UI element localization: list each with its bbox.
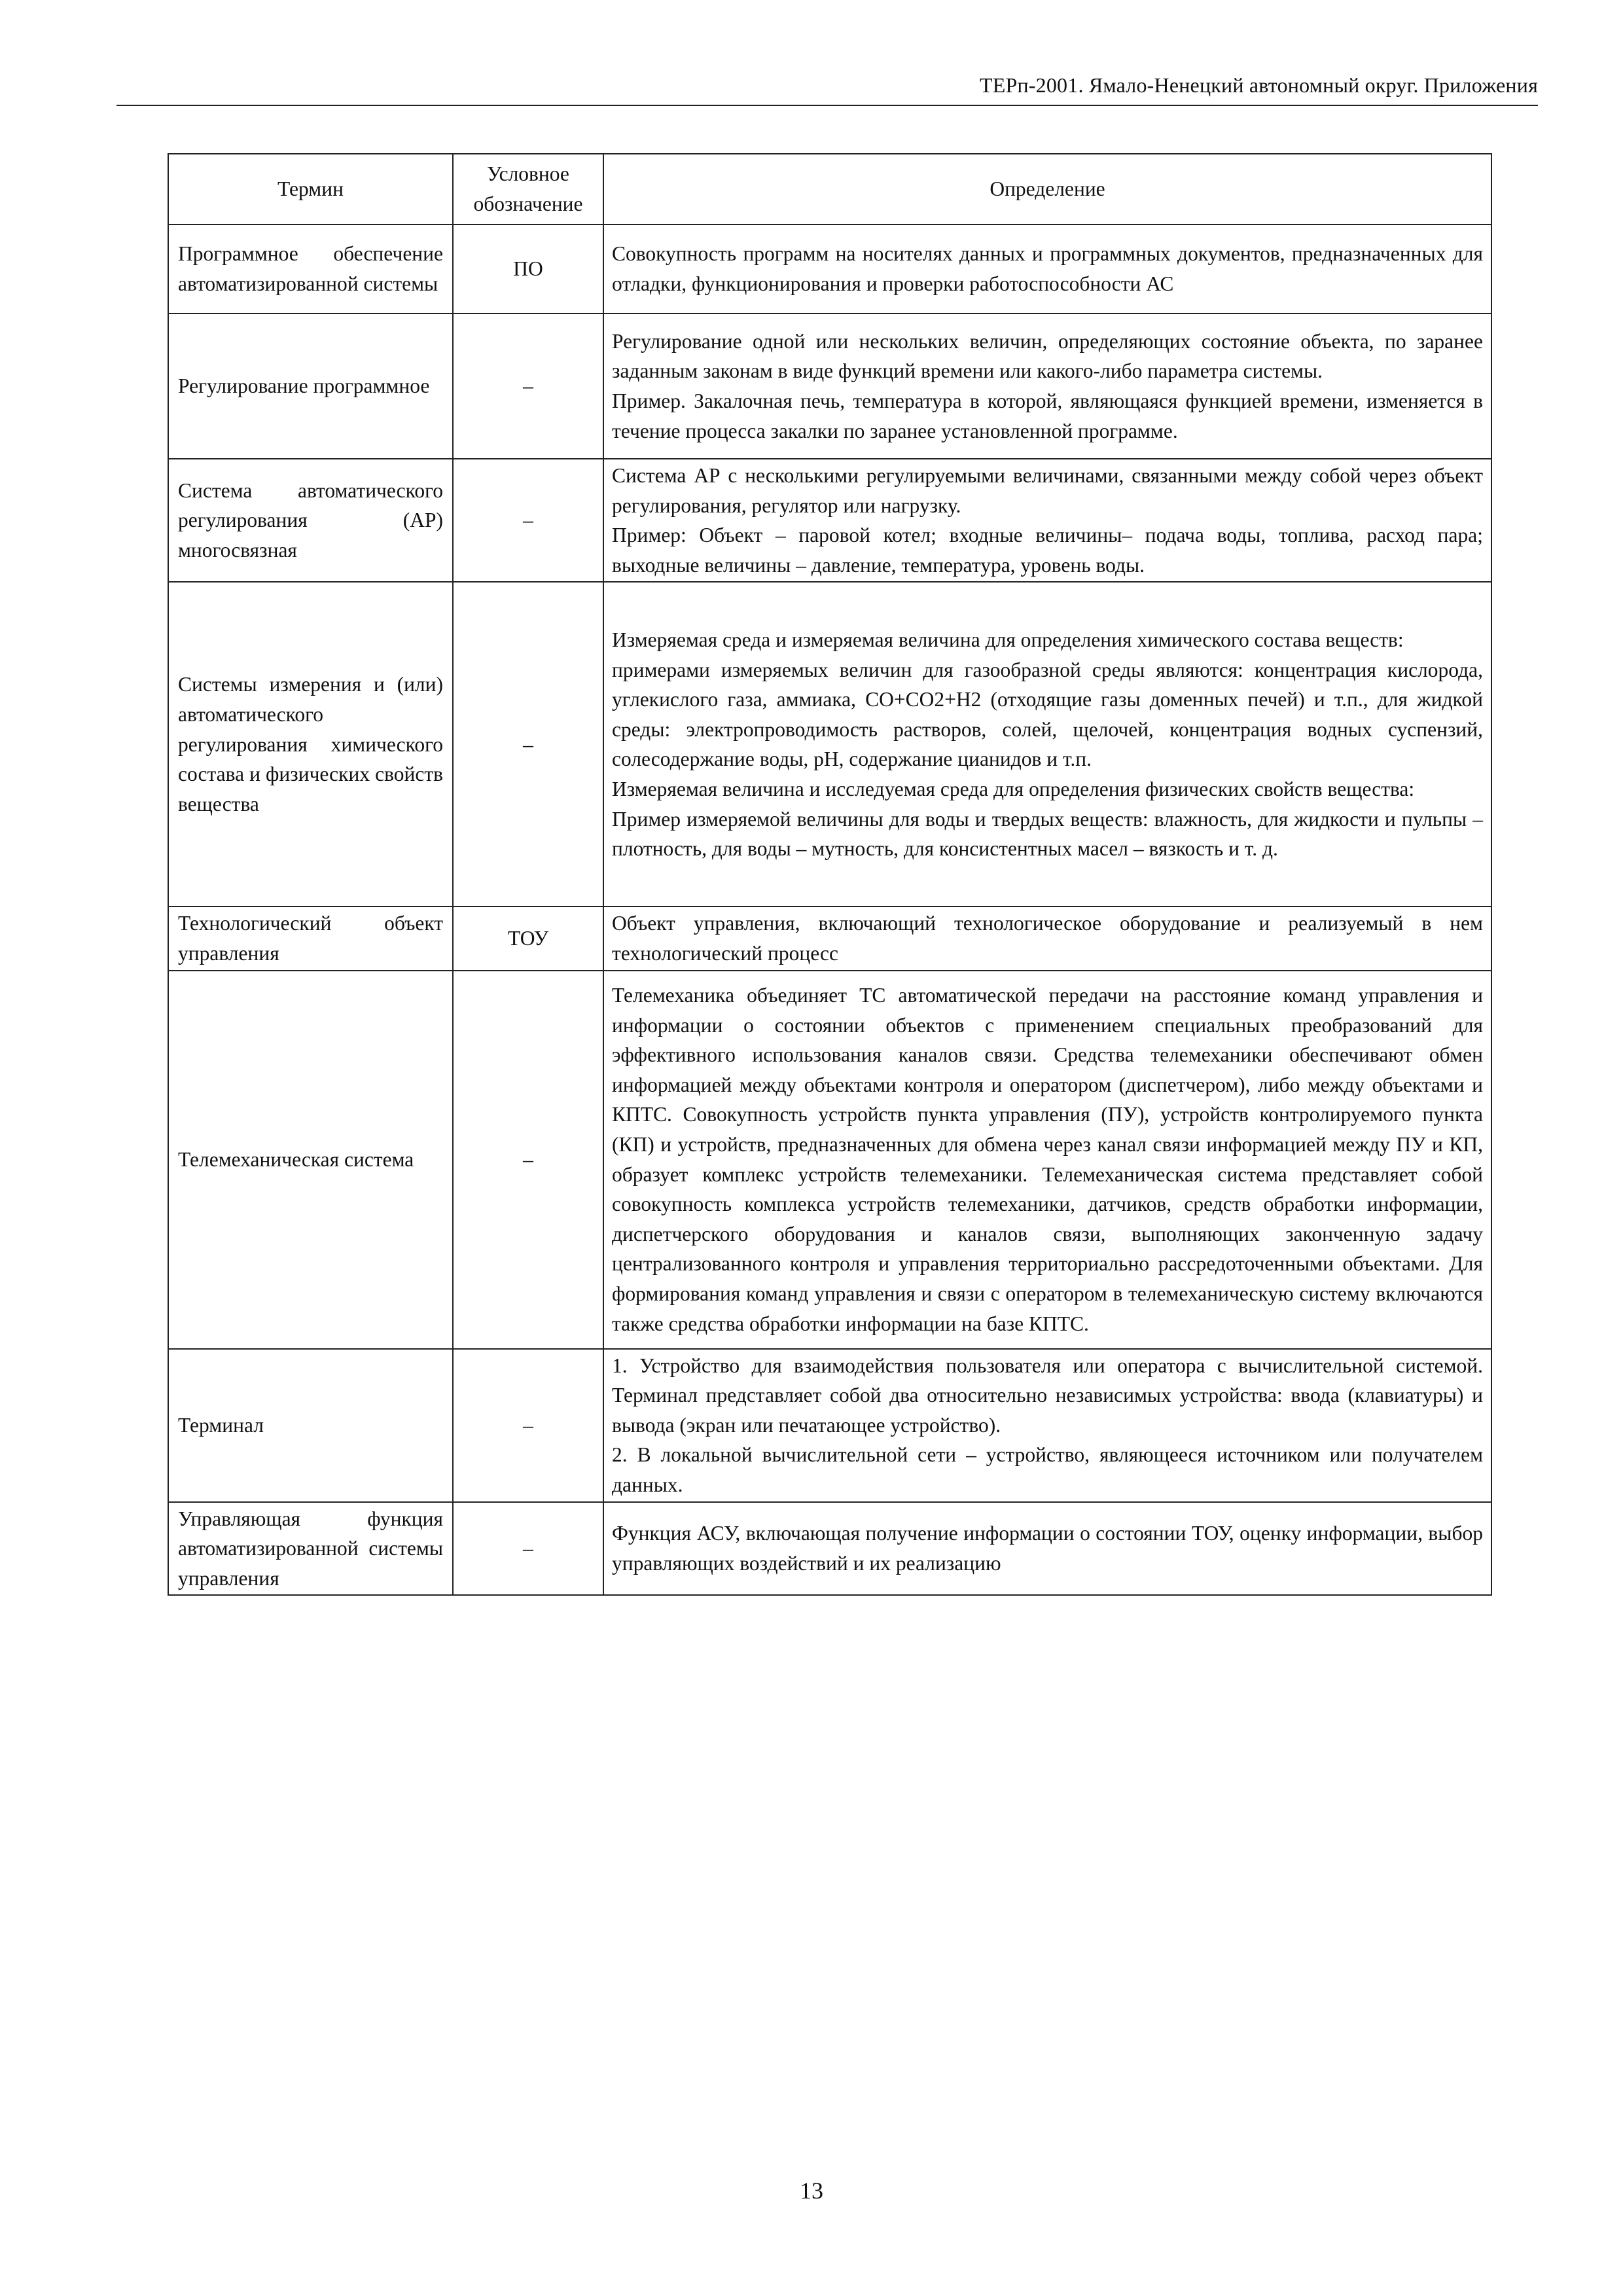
definition-paragraph: Пример: Объект – паровой котел; входные величины– подача воды, топлива, расход пара; выходные величины – давление, температура, уровень воды. <box>612 524 1483 577</box>
definition-paragraph: Измеряемая величина и исследуемая среда для определения физических свойств вещества: <box>612 777 1415 800</box>
definition-cell <box>603 314 1491 459</box>
running-title: ТЕРп-2001. Ямало-Ненецкий автономный округ. Приложения <box>979 73 1538 97</box>
abbreviation-cell: ТОУ <box>453 906 603 970</box>
abbreviation-cell: – <box>453 582 603 906</box>
table-row <box>168 1502 1491 1596</box>
definition-cell <box>603 1502 1491 1596</box>
term-cell: Технологический объект управления <box>168 906 453 970</box>
table-row <box>168 971 1491 1349</box>
table-row <box>168 224 1491 314</box>
term-cell: Телемеханическая система <box>168 971 453 1349</box>
definition-paragraph: Пример. Закалочная печь, температура в которой, являющаяся функцией времени, изменяется в течение процесса закалки по заранее установленной программе. <box>612 389 1483 442</box>
running-header <box>116 71 1538 106</box>
table-header-row <box>168 154 1491 224</box>
table-row <box>168 314 1491 459</box>
definition-cell <box>603 971 1491 1349</box>
term-cell: Управляющая функция автоматизированной системы управления <box>168 1502 453 1596</box>
definition-paragraph: Измеряемая среда и измеряемая величина для определения химического состава веществ: <box>612 628 1404 651</box>
abbreviation-cell: – <box>453 314 603 459</box>
definition-cell <box>603 582 1491 906</box>
page-number: 13 <box>800 2178 823 2204</box>
column-header-abbr: Условное обозначение <box>453 154 603 224</box>
terms-table <box>168 153 1492 1596</box>
abbreviation-cell: – <box>453 1502 603 1596</box>
definition-cell <box>603 224 1491 314</box>
table-row <box>168 1349 1491 1502</box>
definition-paragraph: Функция АСУ, включающая получение информации о состоянии ТОУ, оценку информации, выбор управляющих воздействий и их реализацию <box>612 1522 1483 1575</box>
definition-paragraph: 1. Устройство для взаимодействия пользователя или оператора с вычислительной системой. Терминал представляет собой два относительно независимых устройства: ввода (клавиатуры) и вывода (экран или печатающее устройство). <box>612 1354 1483 1437</box>
definition-cell <box>603 906 1491 970</box>
definition-paragraph: Система АР с несколькими регулируемыми величинами, связанными между собой через объект регулирования, регулятор или нагрузку. <box>612 464 1483 517</box>
definition-paragraph: Объект управления, включающий технологическое оборудование и реализуемый в нем технологический процесс <box>612 912 1483 965</box>
definition-paragraph: Телемеханика объединяет ТС автоматической передачи на расстояние команд управления и информации о состоянии объектов с применением специальных преобразований для эффективного использования каналов связи. Средства телемеханики обеспечивают обмен информацией между объектами контроля и оператором (диспетчером), либо между объектами и КПТС. Совокупность устройств пункта управления (ПУ), устройств контролируемого пункта (КП) и устройств, предназначенных для обмена через канал связи информацией между ПУ и КП, образует комплекс устройств телемеханики. Телемеханическая система представляет собой совокупность комплекса устройств телемеханики, датчиков, средств обработки информации, диспетчерского оборудования и каналов связи, выполняющих законченную задачу централизованного контроля и управления территориально рассредоточенными объектами. Для формирования команд управления и связи с оператором в телемеханическую систему включаются также средства обработки информации на базе КПТС. <box>612 984 1483 1335</box>
column-header-definition: Определение <box>603 154 1491 224</box>
column-header-term: Термин <box>168 154 453 224</box>
abbreviation-cell: – <box>453 971 603 1349</box>
table-row <box>168 906 1491 970</box>
term-cell: Терминал <box>168 1349 453 1502</box>
term-cell: Программное обеспечение автоматизированной системы <box>168 224 453 314</box>
definition-paragraph: Совокупность программ на носителях данных и программных документов, предназначенных для отладки, функционирования и проверки работоспособности АС <box>612 242 1483 295</box>
abbreviation-cell: – <box>453 1349 603 1502</box>
term-cell: Система автоматического регулирования (АР) многосвязная <box>168 459 453 582</box>
abbreviation-cell: – <box>453 459 603 582</box>
table-body <box>168 224 1491 1595</box>
term-cell: Регулирование программное <box>168 314 453 459</box>
definition-cell <box>603 1349 1491 1502</box>
definition-paragraph: Регулирование одной или нескольких величин, определяющих состояние объекта, по заранее заданным законам в виде функций времени или какого-либо параметра системы. <box>612 329 1483 383</box>
definition-paragraph: примерами измеряемых величин для газообразной среды являются: концентрация кислорода, углекислого газа, аммиака, СО+СО2+Н2 (отходящие газы доменных печей) и т.п., для жидкой среды: электропроводимость растворов, солей, щелочей, концентрация водных суспензий, солесодержание воды, pH, содержание цианидов и т.п. <box>612 658 1483 771</box>
table-row <box>168 582 1491 906</box>
definition-cell <box>603 459 1491 582</box>
table-row <box>168 459 1491 582</box>
definition-paragraph: Пример измеряемой величины для воды и твердых веществ: влажность, для жидкости и пульпы – плотность, для воды – мутность, для консистентных масел – вязкость и т. д. <box>612 807 1483 861</box>
term-cell: Системы измерения и (или) автоматического регулирования химического состава и физических свойств вещества <box>168 582 453 906</box>
definition-paragraph: 2. В локальной вычислительной сети – устройство, являющееся источником или получателем данных. <box>612 1443 1483 1496</box>
abbreviation-cell: ПО <box>453 224 603 314</box>
